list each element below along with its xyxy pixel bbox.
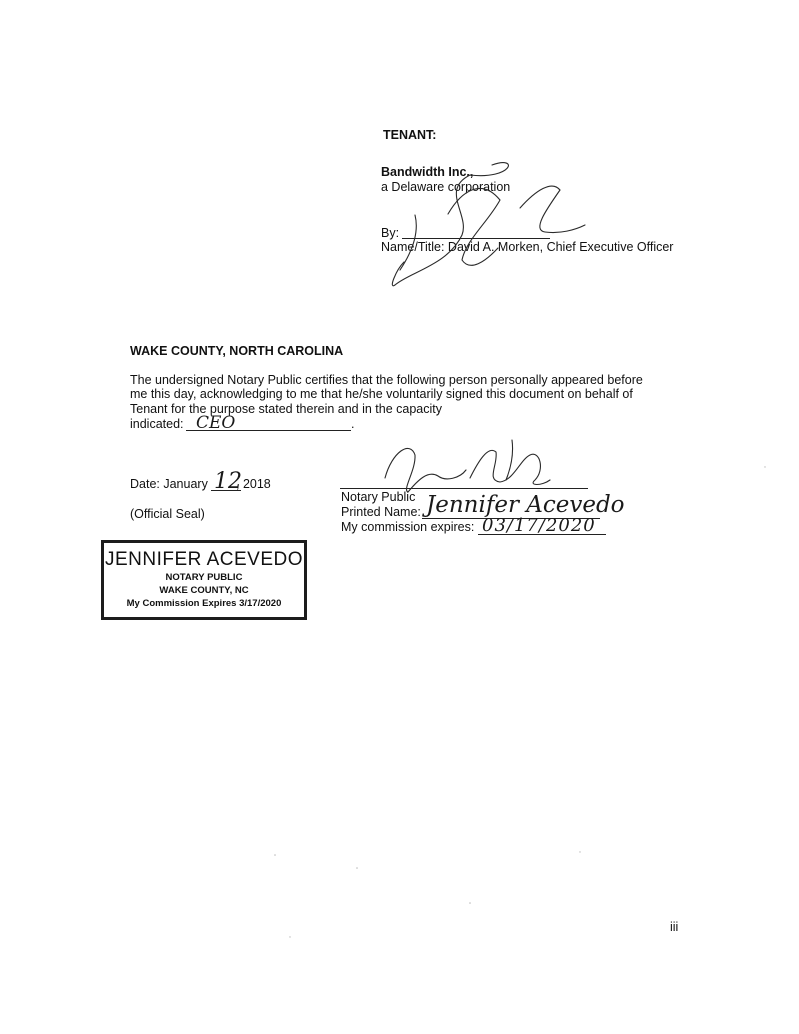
official-seal-label: (Official Seal) (130, 507, 205, 521)
county-heading: WAKE COUNTY, NORTH CAROLINA (130, 344, 344, 358)
seal-line-3: My Commission Expires 3/17/2020 (126, 598, 282, 609)
tenant-signature (392, 163, 508, 286)
tenant-signature-4 (400, 215, 416, 270)
by-label: By: (381, 226, 400, 240)
certify-line-2: me this day, acknowledging to me that he/she voluntarily signed this document on behalf of (130, 387, 633, 401)
tenant-signature-2 (448, 188, 500, 265)
printed-name-label: Printed Name: (341, 505, 421, 519)
page-number: iii (670, 920, 679, 934)
tenant-company-desc: a Delaware corporation (381, 180, 511, 194)
certify-line-1: The undersigned Notary Public certifies that the following person personally appeared before (130, 373, 643, 387)
seal-line-1: NOTARY PUBLIC (165, 572, 243, 583)
date-day-handwritten: 12 (214, 469, 242, 494)
indicated-label: indicated: (130, 417, 184, 431)
tenant-heading: TENANT: (383, 128, 437, 142)
date-year: , 2018 (236, 477, 271, 491)
commission-handwritten: 03/17/2020 (482, 515, 596, 536)
notary-signature (385, 448, 466, 492)
notary-public-label: Notary Public (341, 490, 416, 504)
tenant-company: Bandwidth Inc., (381, 165, 474, 179)
indicated-period: . (351, 417, 355, 431)
commission-label: My commission expires: (341, 520, 475, 534)
printed-name-handwritten: Jennifer Acevedo (426, 492, 625, 518)
tenant-signature-3 (520, 186, 585, 232)
date-prefix: Date: January (130, 477, 208, 491)
notary-signature-3 (506, 440, 513, 480)
seal-line-2: WAKE COUNTY, NC (159, 585, 249, 596)
seal-name: JENNIFER ACEVEDO (104, 549, 304, 570)
name-title: Name/Title: David A. Morken, Chief Executive Officer (381, 240, 674, 254)
certify-line-3: Tenant for the purpose stated therein and in the capacity (130, 402, 443, 416)
indicated-handwritten: CEO (196, 413, 236, 433)
